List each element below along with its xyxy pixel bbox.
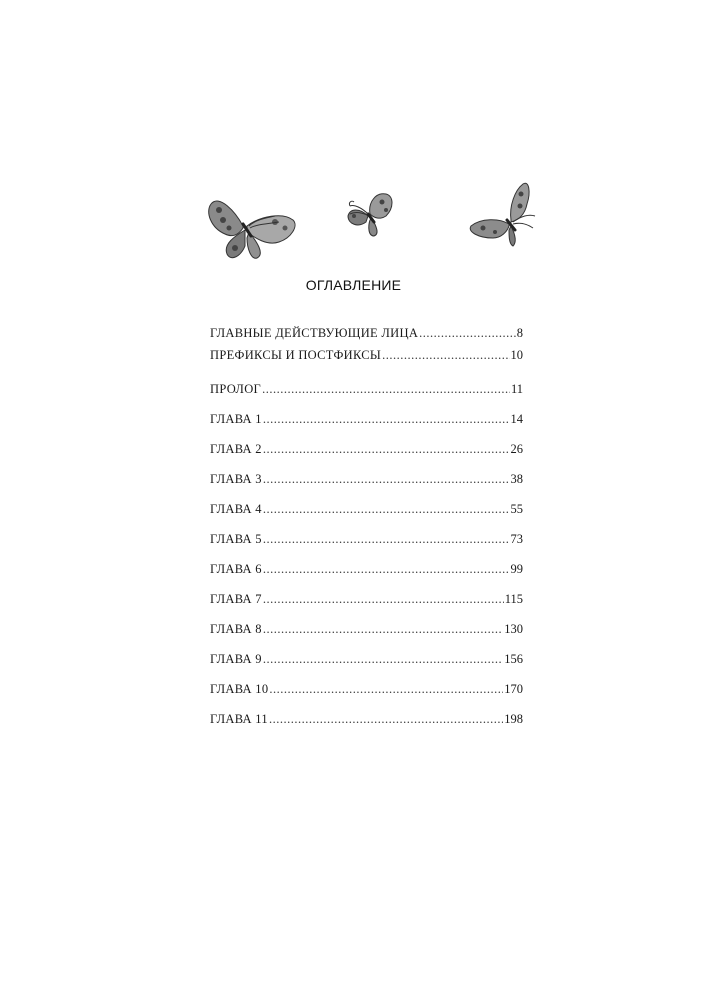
toc-entry-page: 130 <box>504 622 523 636</box>
toc-entry[interactable] <box>210 374 523 404</box>
toc-entry-label: ГЛАВА 3 <box>210 472 262 486</box>
toc-leader-dots <box>263 644 503 674</box>
toc-entry-page: 10 <box>510 348 523 362</box>
toc-entry-label: ГЛАВА 10 <box>210 682 269 696</box>
toc-entry[interactable] <box>210 614 523 644</box>
toc-entry-label: ГЛАВА 1 <box>210 412 262 426</box>
toc-entry[interactable] <box>210 434 523 464</box>
toc-entry-label: ГЛАВНЫЕ ДЕЙСТВУЮЩИЕ ЛИЦА <box>210 326 419 340</box>
toc-entry-page: 99 <box>510 562 523 576</box>
toc-entry[interactable] <box>210 404 523 434</box>
toc-entry-page: 198 <box>504 712 523 726</box>
toc-entry-page: 38 <box>510 472 523 486</box>
toc-leader-dots <box>263 584 504 614</box>
toc-entry-label: ГЛАВА 8 <box>210 622 262 636</box>
toc-leader-dots <box>419 322 516 344</box>
toc-entry-page: 14 <box>510 412 523 426</box>
toc-leader-dots <box>262 374 510 404</box>
toc-entry-label: ГЛАВА 6 <box>210 562 262 576</box>
toc-leader-dots <box>263 494 510 524</box>
butterfly-icon <box>342 188 402 240</box>
toc-entry-label: ПРЕФИКСЫ И ПОСТФИКСЫ <box>210 348 382 362</box>
toc-entry-page: 26 <box>510 442 523 456</box>
toc-entry[interactable] <box>210 704 523 734</box>
toc-leader-dots <box>382 344 509 366</box>
toc-entry[interactable] <box>210 554 523 584</box>
toc-leader-dots <box>263 404 510 434</box>
toc-entry[interactable] <box>210 644 523 674</box>
toc-entry[interactable] <box>210 584 523 614</box>
toc-entry-label: ГЛАВА 9 <box>210 652 262 666</box>
butterfly-icon <box>205 186 300 261</box>
page-title: ОГЛАВЛЕНИЕ <box>305 277 402 293</box>
toc-entry-label: ГЛАВА 5 <box>210 532 262 546</box>
toc-entry-label: ГЛАВА 7 <box>210 592 262 606</box>
toc-entry-page: 73 <box>510 532 523 546</box>
toc-entry-page: 55 <box>510 502 523 516</box>
toc-entry-page: 11 <box>510 382 523 396</box>
toc-leader-dots <box>263 524 510 554</box>
toc-entry[interactable] <box>210 322 523 344</box>
toc-leader-dots <box>263 434 510 464</box>
toc-leader-dots <box>269 704 503 734</box>
toc-entry-page: 115 <box>504 592 523 606</box>
toc-entry[interactable] <box>210 524 523 554</box>
toc-leader-dots <box>269 674 503 704</box>
toc-entry-page: 156 <box>504 652 523 666</box>
toc-leader-dots <box>263 554 510 584</box>
toc-entry-label: ГЛАВА 4 <box>210 502 262 516</box>
butterfly-icon <box>465 180 540 248</box>
toc-leader-dots <box>263 614 503 644</box>
toc-entry-label: ГЛАВА 2 <box>210 442 262 456</box>
toc-entry[interactable] <box>210 494 523 524</box>
toc-entry-page: 8 <box>516 326 523 340</box>
table-of-contents <box>210 322 523 734</box>
toc-entry[interactable] <box>210 674 523 704</box>
butterfly-ornaments <box>0 180 707 270</box>
toc-leader-dots <box>263 464 510 494</box>
toc-entry[interactable] <box>210 344 523 366</box>
toc-entry-label: ГЛАВА 11 <box>210 712 268 726</box>
toc-entry-label: ПРОЛОГ <box>210 382 262 396</box>
toc-entry-page: 170 <box>504 682 523 696</box>
toc-entry[interactable] <box>210 464 523 494</box>
